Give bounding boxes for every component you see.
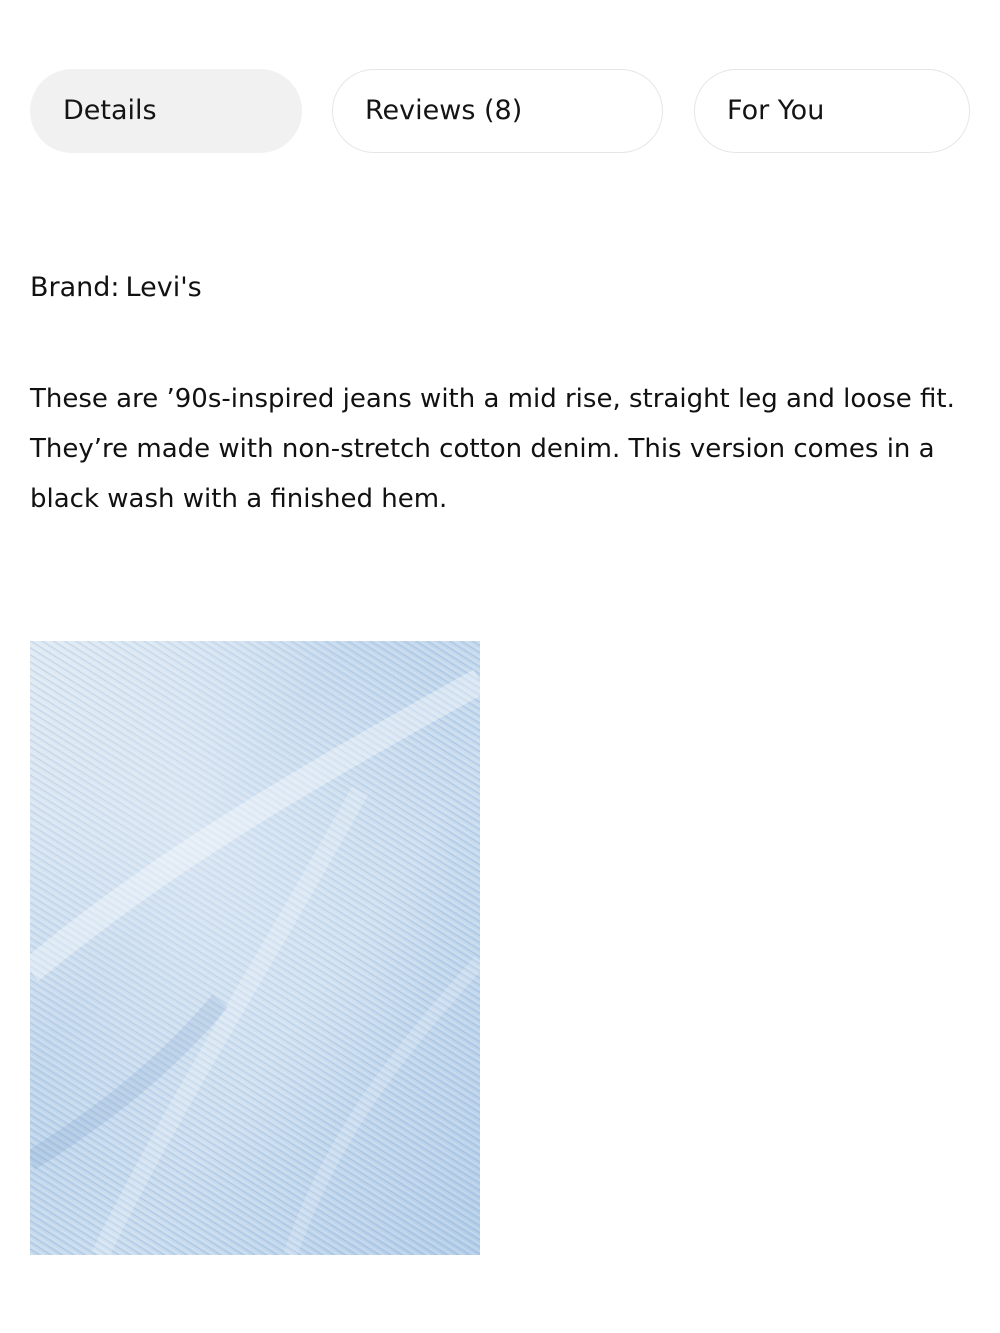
tab-for-you[interactable]: For You bbox=[694, 69, 970, 153]
brand-label: Brand: bbox=[30, 272, 120, 303]
brand-line bbox=[30, 268, 202, 308]
product-tabs bbox=[30, 69, 970, 155]
tab-details[interactable]: Details bbox=[30, 69, 302, 153]
denim-fabric-image[interactable] bbox=[30, 641, 480, 1255]
tab-reviews[interactable]: Reviews (8) bbox=[332, 69, 663, 153]
product-description: These are ’90s-inspired jeans with a mid rise, straight leg and loose fit. They’re made with non-stretch cotton denim. This version comes in a black wash with a finished hem. bbox=[30, 384, 955, 514]
brand-value: Levi's bbox=[125, 272, 202, 303]
